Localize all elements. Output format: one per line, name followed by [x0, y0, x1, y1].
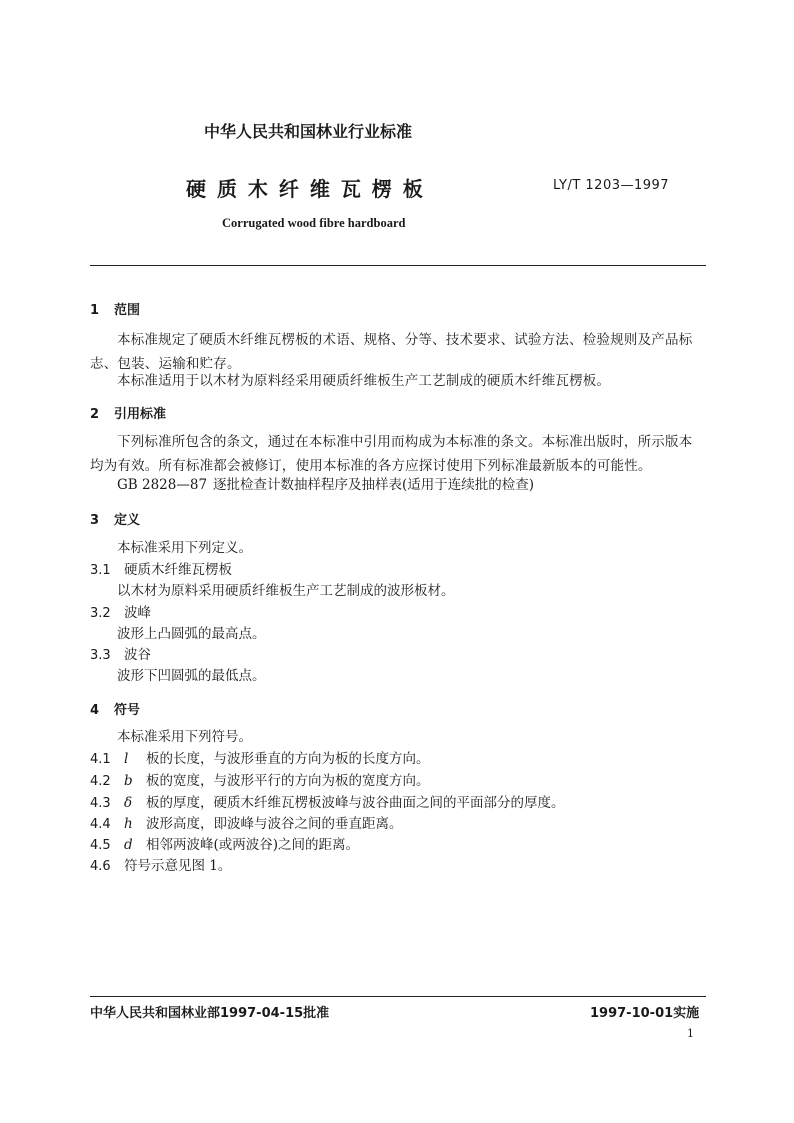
symbol-description: 板的厚度，硬质木纤维瓦楞板波峰与波谷曲面之间的平面部分的厚度。 — [146, 795, 565, 811]
symbol-item — [90, 750, 430, 769]
symbol-description: 符号示意见图 1。 — [124, 858, 232, 874]
section-2-paragraph-1: 下列标准所包含的条文，通过在本标准中引用而构成为本标准的条文。本标准出版时，所示版本均为有效。所有标准都会被修订，使用本标准的各方应探讨使用下列标准最新版本的可能性。 — [90, 434, 693, 474]
section-number: 4 — [90, 703, 100, 718]
symbol: h — [124, 816, 133, 832]
clause-number: 4.3 — [90, 796, 111, 811]
page-number: 1 — [687, 1027, 694, 1040]
section-1-paragraph-2: 本标准适用于以木材为原料经采用硬质纤维板生产工艺制成的硬质木纤维瓦楞板。 — [117, 373, 611, 389]
definition-3-1-term — [90, 561, 232, 580]
clause-number: 4.6 — [90, 859, 111, 874]
symbol-item — [90, 857, 231, 876]
clause-number: 4.5 — [90, 838, 111, 853]
definition-3-1-text: 以木材为原料采用硬质纤维板生产工艺制成的波形板材。 — [117, 583, 455, 599]
footer-divider — [90, 996, 706, 997]
symbol: b — [124, 773, 133, 789]
symbol-description: 波形高度，即波峰与波谷之间的垂直距离。 — [146, 816, 403, 832]
definition-3-2-term — [90, 604, 151, 623]
symbol-description: 板的宽度，与波形平行的方向为板的宽度方向。 — [146, 773, 430, 789]
term: 硬质木纤维瓦楞板 — [124, 562, 232, 578]
clause-number: 4.4 — [90, 817, 111, 832]
clause-number: 4.2 — [90, 774, 111, 789]
definition-3-3-term — [90, 646, 151, 665]
term: 波峰 — [124, 605, 151, 621]
document-title-chinese: 硬 质 木 纤 维 瓦 楞 板 — [186, 177, 425, 201]
normative-reference — [117, 476, 534, 494]
section-3-intro: 本标准采用下列定义。 — [117, 540, 252, 556]
clause-number: 4.1 — [90, 752, 111, 767]
symbol-description: 板的长度，与波形垂直的方向为板的长度方向。 — [146, 751, 430, 767]
document-title-english: Corrugated wood fibre hardboard — [222, 216, 406, 230]
section-4-heading — [90, 699, 140, 718]
section-title: 符号 — [114, 703, 141, 718]
section-number: 2 — [90, 407, 100, 422]
section-1-paragraph-1: 本标准规定了硬质木纤维瓦楞板的术语、规格、分等、技术要求、试验方法、检验规则及产品标志、包装、运输和贮存。 — [90, 332, 693, 372]
section-title: 范围 — [114, 303, 141, 318]
reference-code: GB 2828—87 — [117, 477, 208, 493]
effective-date: 1997-10-01实施 — [590, 1006, 700, 1021]
section-number: 3 — [90, 513, 100, 528]
symbol-item — [90, 815, 403, 834]
symbol-description: 相邻两波峰(或两波谷)之间的距离。 — [146, 837, 360, 853]
standard-code: LY/T 1203—1997 — [553, 178, 670, 193]
symbol: d — [124, 837, 133, 853]
approval-line: 中华人民共和国林业部1997-04-15批准 — [90, 1006, 330, 1021]
clause-number: 3.3 — [90, 648, 111, 663]
section-4-intro: 本标准采用下列符号。 — [117, 729, 252, 745]
reference-title: 逐批检查计数抽样程序及抽样表(适用于连续批的检查) — [213, 477, 535, 493]
definition-3-3-text: 波形下凹圆弧的最低点。 — [117, 668, 266, 684]
section-title: 引用标准 — [114, 407, 167, 422]
symbol: δ — [124, 795, 133, 811]
clause-number: 3.1 — [90, 563, 111, 578]
definition-3-2-text: 波形上凸圆弧的最高点。 — [117, 626, 266, 642]
section-2-heading — [90, 403, 166, 422]
header-divider — [90, 265, 706, 266]
symbol-item — [90, 794, 565, 813]
clause-number: 3.2 — [90, 606, 111, 621]
symbol: l — [124, 751, 129, 767]
symbol-item — [90, 772, 430, 791]
section-1-heading — [90, 299, 140, 318]
issuing-organization: 中华人民共和国林业行业标准 — [204, 122, 413, 141]
term: 波谷 — [124, 647, 151, 663]
symbol-item — [90, 836, 359, 855]
section-title: 定义 — [114, 513, 141, 528]
section-number: 1 — [90, 303, 100, 318]
section-3-heading — [90, 509, 140, 528]
